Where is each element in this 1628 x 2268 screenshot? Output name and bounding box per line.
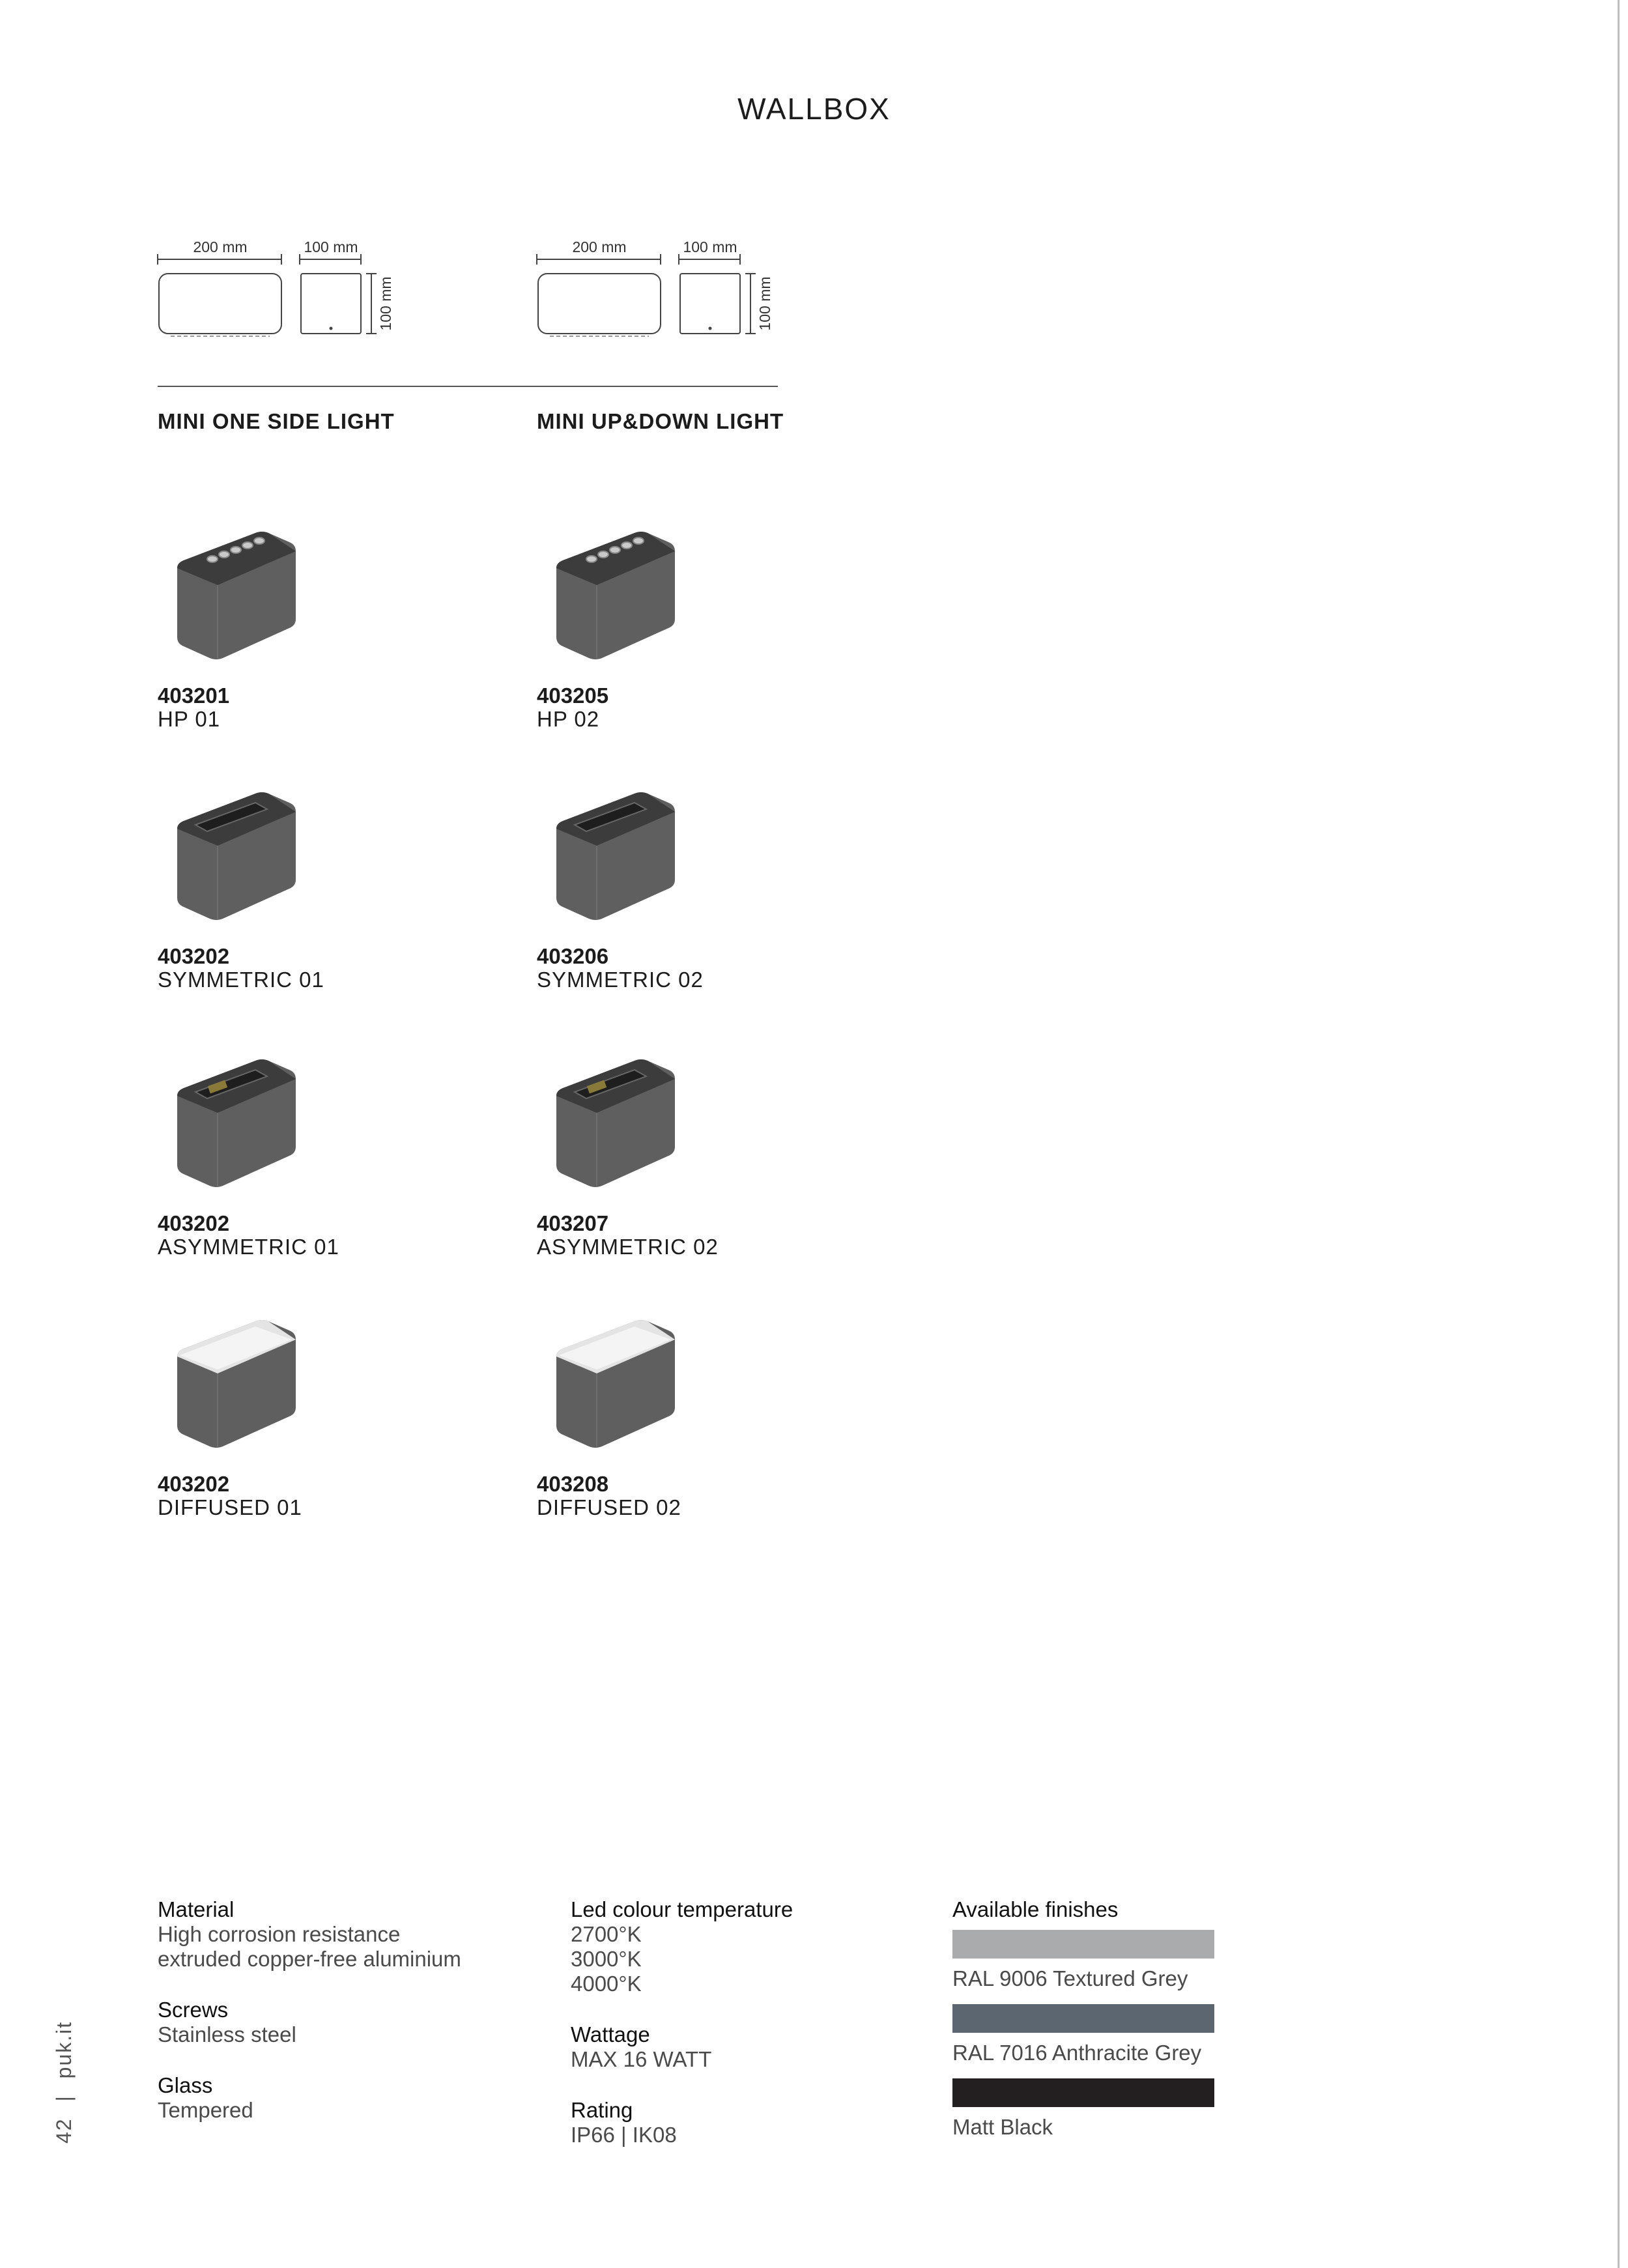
height-dimension-label: 100 mm [377,276,394,331]
spec-value: Stainless steel [158,2022,296,2046]
product-photo [537,1049,687,1199]
product-photo [537,521,687,671]
product-code: 403208 [537,1472,609,1496]
product-image [158,521,307,671]
product-image [537,521,687,671]
product-card [537,1049,810,1259]
spec-led-temperature [571,1897,935,1996]
product-image [158,1049,307,1199]
product-name: SYMMETRIC 01 [158,968,324,992]
spec-value: 3000°K [571,1947,642,1971]
spec-rating [571,2098,935,2147]
spec-label: Led colour temperature [571,1897,793,1921]
site-link[interactable]: puk.it [52,2020,76,2079]
spec-label: Rating [571,2098,633,2122]
spec-label: Material [158,1897,235,1921]
product-photo [537,782,687,932]
product-image [537,782,687,932]
spec-material [158,1897,549,1972]
finish-swatch-anthracite-grey [952,2004,1214,2033]
page-footer-vertical [52,2013,78,2144]
product-code: 403202 [158,1211,230,1235]
spec-label: Glass [158,2073,213,2097]
spec-column-materials [158,1897,549,2149]
product-card [158,521,431,731]
product-photo [158,1310,307,1459]
product-image [158,1310,307,1459]
category-heading-one-side: MINI ONE SIDE LIGHT [158,409,395,433]
product-card [537,1310,810,1519]
product-name: ASYMMETRIC 02 [537,1235,719,1259]
product-photo [158,521,307,671]
spec-value: extruded copper-free aluminium [158,1947,461,1971]
depth-dimension-label: 100 mm [304,238,358,255]
spec-screws [158,1998,549,2047]
finish-name: RAL 7016 Anthracite Grey [952,2041,1202,2065]
product-image [158,782,307,932]
product-card [537,521,810,731]
spec-value: Tempered [158,2098,253,2122]
spec-label: Screws [158,1998,229,2022]
spec-value: High corrosion resistance [158,1922,401,1946]
product-code: 403202 [158,944,230,968]
product-code: 403207 [537,1211,609,1235]
spec-column-electrical [571,1897,935,2174]
product-image [537,1049,687,1199]
section-divider [158,386,778,387]
product-name: DIFFUSED 01 [158,1495,302,1519]
height-dimension-label: 100 mm [756,276,773,331]
page-title: WALLBOX [737,92,891,126]
product-code: 403206 [537,944,609,968]
finishes-column [952,1897,1252,2153]
finish-name: Matt Black [952,2115,1053,2139]
page-number: 42 [52,2117,76,2144]
product-photo [158,782,307,932]
finishes-label: Available finishes [952,1897,1119,1921]
depth-dimension-label: 100 mm [683,238,737,255]
product-card [158,1310,431,1519]
finish-swatch-matt-black [952,2078,1214,2107]
dimension-diagram-one-side [158,235,470,345]
product-name: SYMMETRIC 02 [537,968,704,992]
spec-value: 2700°K [571,1922,642,1946]
product-image [537,1310,687,1459]
product-name: HP 02 [537,707,600,731]
spec-value: 4000°K [571,1972,642,1996]
dimension-diagram-up-down [537,235,850,345]
finish-name: RAL 9006 Textured Grey [952,1966,1188,1990]
spec-label: Wattage [571,2022,650,2046]
product-name: HP 01 [158,707,221,731]
spec-wattage [571,2022,935,2072]
product-name: DIFFUSED 02 [537,1495,681,1519]
category-heading-up-down: MINI UP&DOWN LIGHT [537,409,784,433]
spec-glass [158,2073,549,2123]
footer-separator: | [52,2095,76,2102]
finish-swatch-textured-grey [952,1930,1214,1959]
spec-value: IP66 | IK08 [571,2123,677,2147]
product-photo [537,1310,687,1459]
product-name: ASYMMETRIC 01 [158,1235,339,1259]
spec-value: MAX 16 WATT [571,2047,712,2071]
product-photo [158,1049,307,1199]
product-card [158,782,431,992]
product-code: 403205 [537,683,609,708]
product-card [537,782,810,992]
page-edge-line [1618,0,1620,2268]
width-dimension-label: 200 mm [572,238,627,255]
product-card [158,1049,431,1259]
width-dimension-label: 200 mm [193,238,248,255]
product-code: 403202 [158,1472,230,1496]
product-code: 403201 [158,683,230,708]
